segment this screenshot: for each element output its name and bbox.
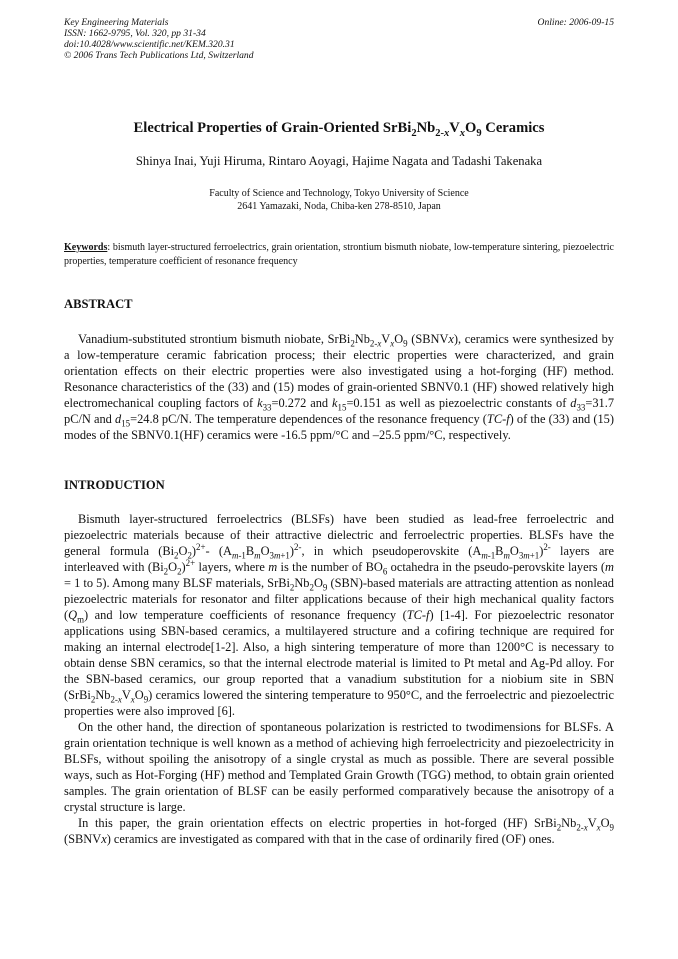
affiliation-line-1: Faculty of Science and Technology, Tokyo University of Science: [209, 188, 469, 199]
abstract-paragraph: Vanadium-substituted strontium bismuth niobate, $SrBi_2Nb_{2-x}V_xO_9$ (SBNVx), ceramics were synthesized by a low-temperature ceramic fabrication process; their electric properties were characterized, and grain orientation effects on their electric properties were also investigated using a hot-forging (HF) method. Resonance characteristics of the (33) and (15) modes of grain-oriented SBNV0.1 (HF) showed relatively high electromechanical coupling factors of $k_{33}=0.272$ and $k_{15}=0.151$ as well as piezoelectric constants of $d_{33}=31.7$ pC/N and $d_{15}=24.8$ pC/N. The temperature dependences of the resonance frequency (TC-f) of the (33) and (15) modes of the SBNV0.1(HF) ceramics were -16.5 ppm/°C and –25.5 ppm/°C, respectively.: [64, 332, 615, 442]
copyright: © 2006 Trans Tech Publications Ltd, Switzerland: [64, 50, 254, 61]
journal-name: Key Engineering Materials: [64, 17, 169, 28]
issn: ISSN: 1662-9795, Vol. 320, pp 31-34: [64, 28, 206, 39]
intro-paragraph-3: In this paper, the grain orientation effects on electric properties in hot-forged (HF) $SrBi_2Nb_{2-x}V_xO_9$ (SBNVx) ceramics are investigated as compared with that in the case of ordinarily fired (OF) ones.: [64, 816, 614, 846]
affiliation: [64, 187, 614, 213]
keywords-label: Keywords: [64, 242, 108, 253]
intro-paragraph-2: On the other hand, the direction of spontaneous polarization is restricted to twodimensions for BLSFs. A grain orientation technique is well known as a method of achieving high ferroelectricity and piezoelectricity in BLSFs, without spoiling the anisotropy of a single crystal as much as possible. There are several possible ways, such as Hot-Forging (HF) method and Templated Grain Growth (TGG) method, to obtain grain oriented samples. The grain orientation of BLSF can be easily performed comparatively because the anisotropy of a crystal structure is large.: [64, 720, 614, 814]
online-date: Online: 2006-09-15: [537, 17, 614, 28]
paper-title: Electrical Properties of Grain-Oriented $SrBi_2Nb_{2-x}V_xO_9$ Ceramics: [133, 120, 545, 139]
keywords-text: : bismuth layer-structured ferroelectrics, grain orientation, strontium bismuth niobate, low-temperature sintering, piezoelectric properties, temperature coefficient of resonance frequency: [64, 242, 614, 267]
introduction-body: [64, 511, 614, 847]
abstract-heading: ABSTRACT: [64, 297, 133, 311]
introduction-heading: INTRODUCTION: [64, 478, 165, 492]
keywords: [64, 241, 614, 268]
journal-header: [64, 17, 614, 61]
intro-paragraph-1: Bismuth layer-structured ferroelectrics (BLSFs) have been studied as lead-free ferroelectric and piezoelectric materials because of their attractive dielectric and ferroelectric properties. BLSFs have the general formula $(Bi_2O_2)^{2+}-$ $(A_{m-1}B_mO_{3m+1})^{2-}$, in which pseudoperovskite $(A_{m-1}B_mO_{3m+1})^{2-}$ layers are interleaved with $(Bi_2O_2)^{2+}$ layers, where m is the number of $BO_6$ octahedra in the pseudo-perovskite layers (m = 1 to 5). Among many BLSF materials, $SrBi_2Nb_2O_9$ (SBN)-based materials are attracting attention as nonlead piezoelectric materials for resonator and filter applications because of their high mechanical quality factors $(Q_m)$ and low temperature coefficients of resonance frequency (TC-f) [1-4]. For piezoelectric resonator applications using SBN-based ceramics, a multilayered structure and a cofiring technique are required for making an internal electrode[1-2]. Also, a high sintering temperature of more than 1200°C is necessary to obtain dense SBN ceramics, so that the internal electrode material is limited to Pt metal and Ag-Pd alloy. For the SBN-based ceramics, our group reported that a vanadium substitution for a niobium site in SBN $(SrBi_2Nb_{2-x}V_xO_9)$ ceramics lowered the sintering temperature to 950°C, and the ferroelectric and piezoelectric properties were also improved [6].: [64, 512, 614, 718]
author-list: Shinya Inai, Yuji Hiruma, Rintaro Aoyagi, Hajime Nagata and Tadashi Takenaka: [135, 154, 543, 168]
affiliation-line-2: 2641 Yamazaki, Noda, Chiba-ken 278-8510, Japan: [237, 201, 441, 212]
doi: doi:10.4028/www.scientific.net/KEM.320.31: [64, 39, 235, 50]
